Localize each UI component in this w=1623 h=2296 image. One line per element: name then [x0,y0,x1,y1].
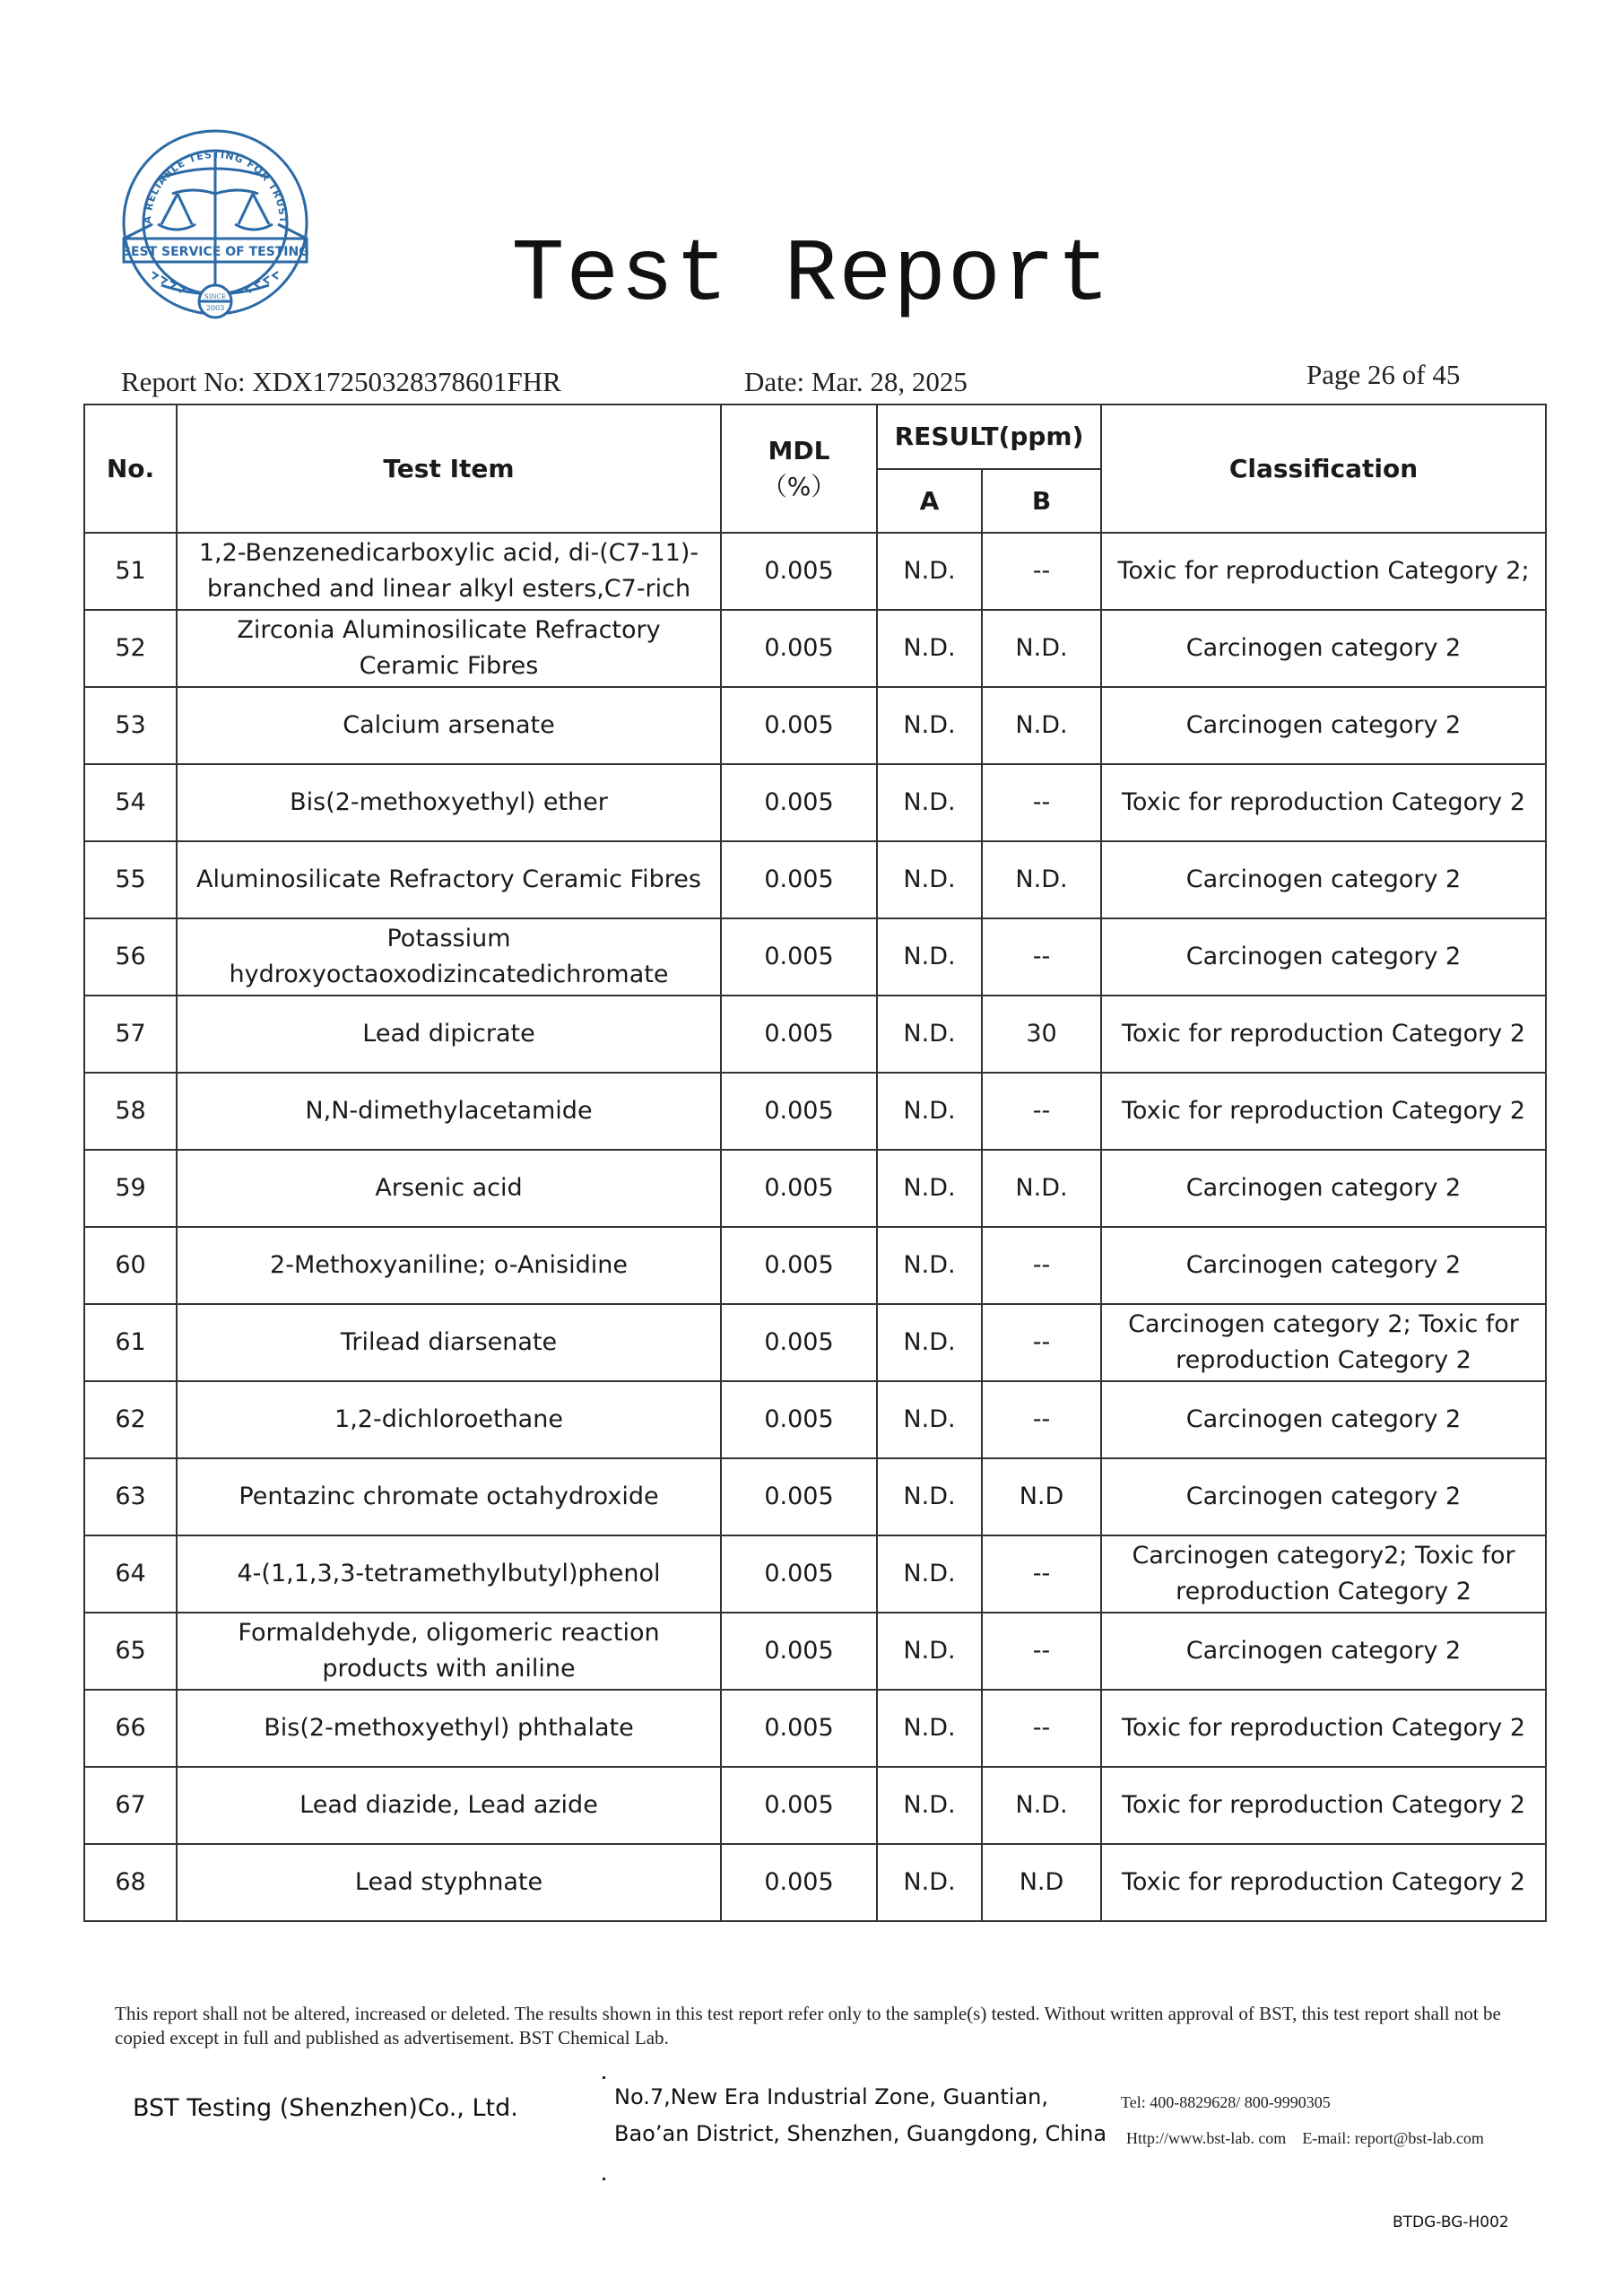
cell-mdl: 0.005 [721,996,877,1073]
telephone: Tel: 400-8829628/ 800-9990305 [1121,2093,1331,2111]
cell-result-a: N.D. [877,1073,982,1150]
cell-result-b: -- [982,1073,1101,1150]
cell-test-item: Lead styphnate [177,1844,721,1921]
page-title: Test Report [511,226,1112,326]
address-line-1: No.7,New Era Industrial Zone, Guantian, [614,2084,1048,2109]
table-row [84,764,1546,841]
cell-no: 56 [84,918,177,996]
cell-no: 51 [84,533,177,610]
cell-test-item: Zirconia Aluminosilicate Refractory Ceramic Fibres [177,610,721,687]
report-number: Report No: XDX17250328378601FHR [121,366,561,397]
table-row [84,1690,1546,1767]
cell-no: 59 [84,1150,177,1227]
logo-banner-text: BEST SERVICE OF TESTING [121,245,309,259]
cell-classification: Carcinogen category 2 [1101,1458,1546,1535]
cell-mdl: 0.005 [721,841,877,918]
cell-no: 53 [84,687,177,764]
header-result: RESULT(ppm) [877,404,1101,469]
svg-text:A RELIABLE TESTING FOR TRUST: A RELIABLE TESTING FOR TRUST [141,148,290,224]
cell-mdl: 0.005 [721,1381,877,1458]
cell-test-item: 2-Methoxyaniline; o-Anisidine [177,1227,721,1304]
cell-result-a: N.D. [877,1613,982,1690]
cell-result-b: -- [982,1613,1101,1690]
cell-result-a: N.D. [877,1150,982,1227]
cell-classification: Carcinogen category 2 [1101,1150,1546,1227]
cell-no: 63 [84,1458,177,1535]
cell-result-a: N.D. [877,1844,982,1921]
header-classification: Classification [1101,404,1546,533]
cell-result-b: -- [982,1304,1101,1381]
cell-mdl: 0.005 [721,1458,877,1535]
cell-no: 68 [84,1844,177,1921]
cell-test-item: 1,2-Benzenedicarboxylic acid, di-(C7-11)-branched and linear alkyl esters,C7-rich [177,533,721,610]
page-number: Page 26 of 45 [1306,359,1461,390]
results-table [83,404,1547,1922]
cell-result-b: N.D. [982,1767,1101,1844]
cell-no: 65 [84,1613,177,1690]
cell-result-a: N.D. [877,610,982,687]
table-row [84,1844,1546,1921]
cell-result-a: N.D. [877,996,982,1073]
cell-result-a: N.D. [877,533,982,610]
cell-mdl: 0.005 [721,1844,877,1921]
table-row [84,1381,1546,1458]
cell-test-item: Calcium arsenate [177,687,721,764]
cell-test-item: Pentazinc chromate octahydroxide [177,1458,721,1535]
cell-classification: Carcinogen category 2 [1101,1381,1546,1458]
cell-mdl: 0.005 [721,1690,877,1767]
cell-result-a: N.D. [877,1458,982,1535]
cell-result-a: N.D. [877,1381,982,1458]
header-mdl-label: MDL [768,435,830,465]
cell-result-b: 30 [982,996,1101,1073]
cell-result-b: -- [982,1690,1101,1767]
cell-result-b: N.D [982,1844,1101,1921]
cell-mdl: 0.005 [721,1767,877,1844]
cell-result-a: N.D. [877,1227,982,1304]
cell-classification: Carcinogen category 2; Toxic for reproduction Category 2 [1101,1304,1546,1381]
table-row [84,1073,1546,1150]
table-row [84,1227,1546,1304]
cell-result-a: N.D. [877,841,982,918]
company-name: BST Testing (Shenzhen)Co., Ltd. [133,2094,518,2122]
cell-mdl: 0.005 [721,1150,877,1227]
header-result-b: B [982,469,1101,533]
table-row [84,1150,1546,1227]
cell-classification: Carcinogen category 2 [1101,841,1546,918]
cell-classification: Toxic for reproduction Category 2 [1101,1767,1546,1844]
table-row [84,610,1546,687]
cell-classification: Carcinogen category2; Toxic for reproduction Category 2 [1101,1535,1546,1613]
cell-mdl: 0.005 [721,610,877,687]
website-email: Http://www.bst-lab. com E-mail: report@bst-lab.com [1126,2129,1484,2147]
cell-test-item: N,N-dimethylacetamide [177,1073,721,1150]
cell-no: 52 [84,610,177,687]
table-row [84,533,1546,610]
cell-test-item: 4-(1,1,3,3-tetramethylbutyl)phenol [177,1535,721,1613]
cell-test-item: Aluminosilicate Refractory Ceramic Fibres [177,841,721,918]
table-row [84,687,1546,764]
cell-test-item: Potassium hydroxyoctaoxodizincatedichromate [177,918,721,996]
cell-classification: Carcinogen category 2 [1101,918,1546,996]
cell-mdl: 0.005 [721,687,877,764]
cell-no: 62 [84,1381,177,1458]
cell-classification: Toxic for reproduction Category 2 [1101,1844,1546,1921]
header-mdl-unit: （%） [761,471,837,501]
cell-result-a: N.D. [877,1304,982,1381]
cell-mdl: 0.005 [721,1227,877,1304]
cell-no: 66 [84,1690,177,1767]
cell-classification: Toxic for reproduction Category 2 [1101,996,1546,1073]
cell-no: 64 [84,1535,177,1613]
svg-text:SINCE: SINCE [204,293,227,300]
company-address [614,2079,1107,2152]
header-test-item: Test Item [177,404,721,533]
cell-classification: Toxic for reproduction Category 2 [1101,764,1546,841]
table-row [84,1767,1546,1844]
cell-no: 67 [84,1767,177,1844]
table-row [84,918,1546,996]
cell-classification: Toxic for reproduction Category 2 [1101,1073,1546,1150]
cell-result-a: N.D. [877,687,982,764]
cell-test-item: Bis(2-methoxyethyl) ether [177,764,721,841]
header-mdl [721,404,877,533]
cell-no: 57 [84,996,177,1073]
cell-test-item: Formaldehyde, oligomeric reaction products with aniline [177,1613,721,1690]
disclaimer-text: This report shall not be altered, increased or deleted. The results shown in this test report refer only to the sample(s) tested. Without written approval of BST, this test report shall not be copied except in full and published as advertisement. BST Chemical Lab. [115,2003,1501,2048]
header-result-a: A [877,469,982,533]
cell-classification: Toxic for reproduction Category 2; [1101,533,1546,610]
cell-result-b: N.D. [982,1150,1101,1227]
cell-result-a: N.D. [877,1535,982,1613]
cell-test-item: Trilead diarsenate [177,1304,721,1381]
cell-test-item: Bis(2-methoxyethyl) phthalate [177,1690,721,1767]
cell-test-item: 1,2-dichloroethane [177,1381,721,1458]
decorative-dot [603,2178,605,2180]
cell-test-item: Lead diazide, Lead azide [177,1767,721,1844]
svg-text:2003: 2003 [205,304,225,312]
cell-result-b: -- [982,1535,1101,1613]
cell-classification: Carcinogen category 2 [1101,1227,1546,1304]
cell-result-b: -- [982,533,1101,610]
table-row [84,841,1546,918]
cell-classification: Toxic for reproduction Category 2 [1101,1690,1546,1767]
cell-mdl: 0.005 [721,1304,877,1381]
cell-no: 61 [84,1304,177,1381]
cell-result-b: -- [982,764,1101,841]
cell-test-item: Lead dipicrate [177,996,721,1073]
contact-info [1121,2084,1484,2156]
cell-result-a: N.D. [877,1690,982,1767]
cell-classification: Carcinogen category 2 [1101,1613,1546,1690]
table-row [84,996,1546,1073]
cell-mdl: 0.005 [721,764,877,841]
cell-classification: Carcinogen category 2 [1101,687,1546,764]
address-line-2: Bao’an District, Shenzhen, Guangdong, China [614,2121,1107,2146]
cell-no: 58 [84,1073,177,1150]
cell-no: 55 [84,841,177,918]
cell-result-a: N.D. [877,764,982,841]
report-date: Date: Mar. 28, 2025 [744,366,968,397]
header-no: No. [84,404,177,533]
cell-result-b: N.D. [982,841,1101,918]
cell-mdl: 0.005 [721,1073,877,1150]
cell-test-item: Arsenic acid [177,1150,721,1227]
cell-mdl: 0.005 [721,533,877,610]
cell-result-b: N.D. [982,687,1101,764]
cell-result-b: -- [982,918,1101,996]
cell-result-a: N.D. [877,1767,982,1844]
table-row [84,1458,1546,1535]
cell-result-b: -- [982,1381,1101,1458]
cell-result-a: N.D. [877,918,982,996]
cell-no: 54 [84,764,177,841]
cell-classification: Carcinogen category 2 [1101,610,1546,687]
table-row [84,1535,1546,1613]
cell-mdl: 0.005 [721,918,877,996]
decorative-dot [603,2076,605,2079]
cell-no: 60 [84,1227,177,1304]
document-code: BTDG-BG-H002 [1393,2213,1509,2231]
cell-mdl: 0.005 [721,1613,877,1690]
table-row [84,1304,1546,1381]
cell-result-b: N.D [982,1458,1101,1535]
cell-mdl: 0.005 [721,1535,877,1613]
table-row [84,1613,1546,1690]
cell-result-b: -- [982,1227,1101,1304]
cell-result-b: N.D. [982,610,1101,687]
